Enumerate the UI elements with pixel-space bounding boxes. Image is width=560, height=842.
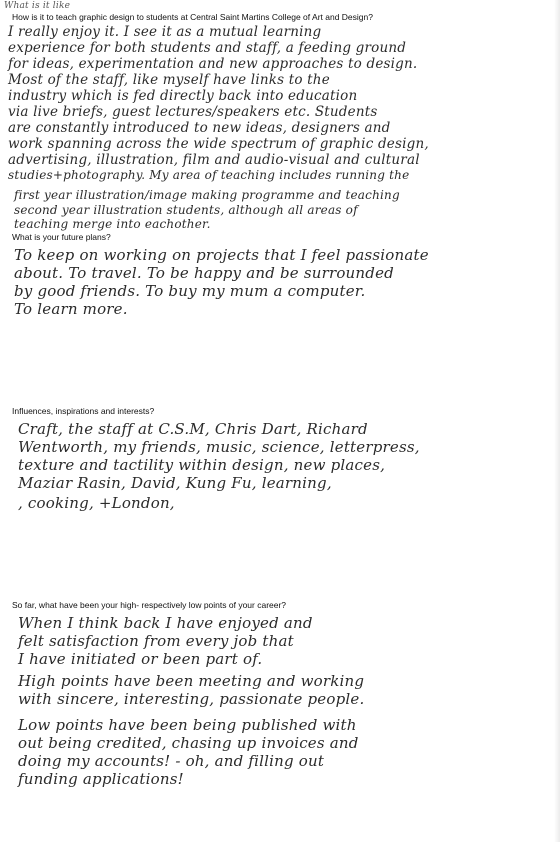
answer-line: Low points have been being published with: [18, 716, 357, 734]
answer-line: first year illustration/image making programme and teaching: [14, 188, 400, 202]
answer-line: are constantly introduced to new ideas, designers and: [8, 120, 391, 136]
answer-line: , cooking, +London,: [18, 494, 175, 512]
answer-line: advertising, illustration, film and audio-visual and cultural: [8, 152, 420, 168]
answer-line: felt satisfaction from every job that: [18, 632, 294, 650]
answer-line: studies+photography. My area of teaching includes running the: [8, 168, 410, 182]
answer-line: doing my accounts! - oh, and filling out: [18, 752, 325, 770]
answer-line: teaching merge into eachother.: [14, 217, 211, 231]
answer-line: To learn more.: [14, 300, 128, 318]
question-influences: Influences, inspirations and interests?: [12, 406, 155, 416]
answer-line: Craft, the staff at C.S.M, Chris Dart, Richard: [18, 420, 368, 438]
answer-line: about. To travel. To be happy and be surrounded: [14, 264, 394, 282]
question-career-points: So far, what have been your high- respectively low points of your career?: [12, 600, 287, 610]
answer-line: second year illustration students, although all areas of: [14, 203, 358, 217]
answer-line: Wentworth, my friends, music, science, letterpress,: [18, 438, 420, 456]
answer-line: Most of the staff, like myself have links to the: [8, 72, 330, 88]
answer-line: experience for both students and staff, a feeding ground: [8, 40, 407, 56]
answer-line: High points have been meeting and working: [18, 672, 365, 690]
answer-line: work spanning across the wide spectrum of graphic design,: [8, 136, 429, 152]
question-teaching: How is it to teach graphic design to students at Central Saint Martins College of Art and Design?: [12, 12, 373, 22]
answer-line: To keep on working on projects that I feel passionate: [14, 246, 429, 264]
answer-line: I have initiated or been part of.: [18, 650, 263, 668]
answer-line: for ideas, experimentation and new approaches to design.: [8, 56, 418, 72]
handwritten-heading-note: What is it like: [4, 1, 71, 11]
answer-line: out being credited, chasing up invoices and: [18, 734, 359, 752]
answer-line: When I think back I have enjoyed and: [18, 614, 313, 632]
answer-line: funding applications!: [18, 770, 184, 788]
answer-line: with sincere, interesting, passionate people.: [18, 690, 365, 708]
answer-line: industry which is fed directly back into education: [8, 88, 358, 104]
answer-line: Maziar Rasin, David, Kung Fu, learning,: [18, 474, 332, 492]
question-future-plans: What is your future plans?: [12, 232, 111, 242]
answer-line: by good friends. To buy my mum a computer.: [14, 282, 366, 300]
answer-line: texture and tactility within design, new places,: [18, 456, 386, 474]
answer-line: via live briefs, guest lectures/speakers etc. Students: [8, 104, 378, 120]
answer-line: I really enjoy it. I see it as a mutual learning: [8, 24, 322, 40]
page-edge: [554, 0, 560, 842]
